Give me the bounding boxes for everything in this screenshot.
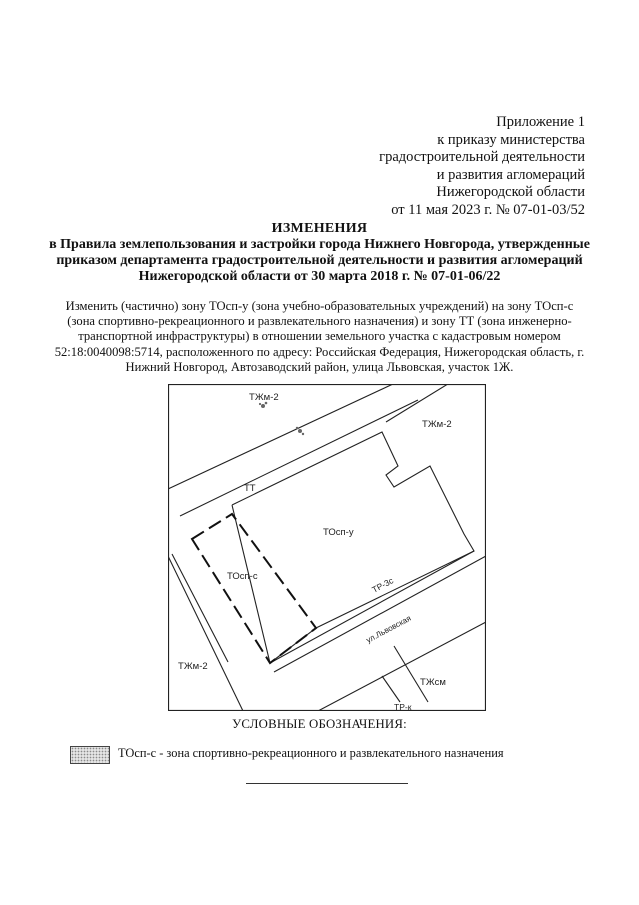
- title-line: Нижегородской области от 30 марта 2018 г. № 07-01-06/22: [138, 269, 501, 284]
- body-line: Изменить (частично) зону ТОсп-у (зона учебно-образовательных учреждений) на зону ТОсп-с: [65, 299, 574, 313]
- body-line: Нижний Новгород, Автозаводский район, улица Львовская, участок 1Ж.: [125, 359, 514, 374]
- body-paragraph: [30, 299, 609, 375]
- label-trk: ТР-к: [394, 702, 412, 711]
- label-street: ул.Львовская: [364, 613, 413, 645]
- body-line: 52:18:0040098:5714, расположенного по адресу: Российская Федерация, Нижегородская область, г.: [54, 344, 585, 359]
- legend-swatch: [70, 746, 110, 764]
- document-title: [0, 221, 639, 285]
- title-heading: ИЗМЕНЕНИЯ: [271, 221, 368, 236]
- appendix-line: к приказу министерства: [437, 131, 585, 148]
- body-line: транспортной инфраструктуры) в отношении земельного участка с кадастровым номером: [78, 329, 561, 344]
- map-frame: [169, 385, 486, 711]
- label-tosp-u: ТОсп-у: [323, 527, 354, 538]
- legend-item-text: ТОсп-с - зона спортивно-рекреационного и развлекательного назначения: [118, 746, 504, 760]
- appendix-block: [379, 114, 585, 220]
- appendix-line: градостроительной деятельности: [379, 149, 585, 166]
- zoning-map: [168, 384, 486, 711]
- label-tzhsm: ТЖсм: [420, 677, 446, 688]
- appendix-line: от 11 мая 2023 г. № 07-01-03/52: [391, 201, 585, 218]
- label-tt: ТТ: [244, 483, 256, 494]
- appendix-line: Приложение 1: [496, 114, 585, 130]
- separator-line: [246, 783, 408, 784]
- appendix-line: и развития агломераций: [436, 166, 585, 183]
- label-tzhm2-top: ТЖм-2: [249, 392, 279, 403]
- body-line: (зона спортивно-рекреационного и развлекательного назначения) и зону ТТ (зона инженерно-: [67, 314, 572, 329]
- label-tr3s: ТР-3с: [370, 575, 395, 595]
- title-line: приказом департамента градостроительной деятельности и развития агломераций: [56, 253, 583, 268]
- legend-title: УСЛОВНЫЕ ОБОЗНАЧЕНИЯ:: [232, 717, 407, 731]
- label-tzhm2-right: ТЖм-2: [422, 419, 452, 430]
- label-tzhm2-left: ТЖм-2: [178, 661, 208, 672]
- label-tosp-s: ТОсп-с: [227, 571, 258, 582]
- appendix-line: Нижегородской области: [436, 184, 585, 201]
- title-line: в Правила землепользования и застройки города Нижнего Новгорода, утвержденные: [49, 237, 590, 252]
